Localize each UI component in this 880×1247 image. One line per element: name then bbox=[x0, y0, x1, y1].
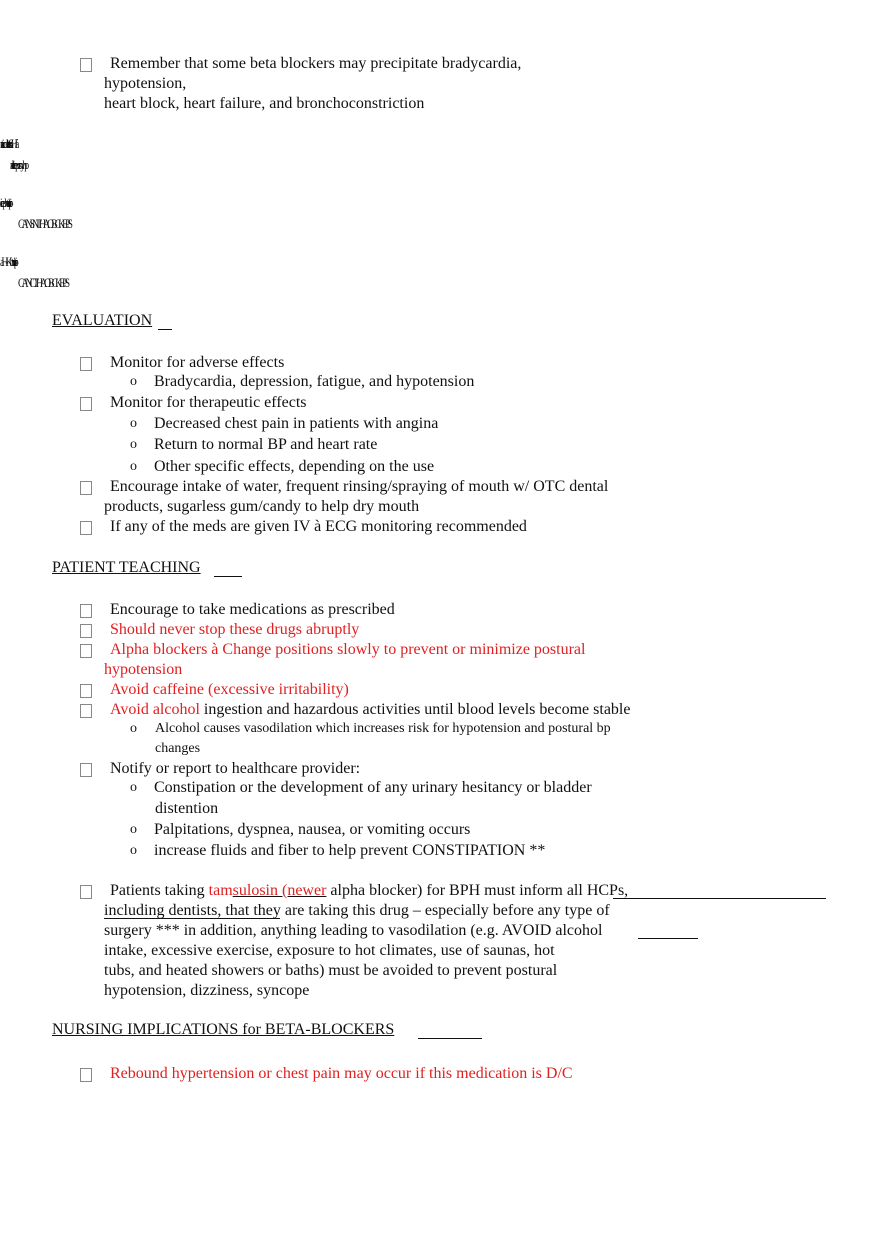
teaching-subitem-cont: distention bbox=[155, 800, 219, 817]
bullet-icon bbox=[80, 1068, 92, 1082]
teaching-subitem-cont: changes bbox=[155, 741, 201, 756]
nursing-heading: NURSING IMPLICATIONS for BETA-BLOCKERS bbox=[52, 1021, 395, 1038]
teaching-item-red: Avoid caffeine (excessive irritability) bbox=[110, 681, 349, 698]
bullet-icon bbox=[80, 481, 92, 495]
eval-subitem: Other specific effects, depending on the use bbox=[154, 458, 435, 475]
tams-post: alpha blocker) for BPH must inform all HCPs, bbox=[326, 882, 629, 899]
garbled-text: icephtvistcri tp- bbox=[0, 195, 11, 210]
tamsulosin-line5: tubs, and heated showers or baths) must be avoided to prevent postural bbox=[104, 962, 558, 979]
alcohol-rest: ingestion and hazardous activities until blood levels become stable bbox=[199, 701, 631, 718]
teaching-item-red: Alpha blockers à Change positions slowly to prevent or minimize postural bbox=[110, 641, 586, 658]
tams-underline bbox=[104, 918, 280, 919]
tams-red-1: tam bbox=[208, 882, 233, 899]
sub-bullet-icon: o bbox=[130, 416, 137, 431]
tamsulosin-line2: including dentists, that they are taking this drug – especially before any type of bbox=[104, 902, 610, 919]
eval-item-cont: products, sugarless gum/candy to help dry mouth bbox=[104, 498, 420, 515]
sub-bullet-icon: o bbox=[130, 374, 137, 389]
bullet-icon bbox=[80, 684, 92, 698]
tams-underline bbox=[638, 938, 698, 939]
garbled-text: CANSNTHAOBCKEPS bbox=[18, 216, 70, 231]
top-bullet-line3: heart block, heart failure, and bronchoconstriction bbox=[104, 95, 425, 112]
teaching-item: Notify or report to healthcare provider: bbox=[110, 760, 361, 777]
teaching-item-red: Should never stop these drugs abruptly bbox=[110, 621, 360, 638]
sub-bullet-icon: o bbox=[130, 437, 137, 452]
heading-underline bbox=[214, 576, 242, 577]
eval-subitem: Return to normal BP and heart rate bbox=[154, 436, 378, 453]
garbled-text: ni tacdeh t rcts StHfa bbox=[0, 136, 17, 151]
eval-subitem: Decreased chest pain in patients with angina bbox=[154, 415, 439, 432]
garbled-text: aH-Khtvistcri tp- bbox=[0, 254, 16, 269]
top-bullet-line2: hypotension, bbox=[104, 75, 187, 92]
eval-item: Encourage intake of water, frequent rinsing/spraying of mouth w/ OTC dental bbox=[110, 478, 609, 495]
sub-bullet-icon: o bbox=[130, 780, 137, 795]
eval-subitem: Bradycardia, depression, fatigue, and hypotension bbox=[154, 373, 475, 390]
teaching-item bbox=[110, 700, 630, 720]
heading-underline bbox=[418, 1038, 482, 1039]
bullet-icon bbox=[80, 521, 92, 535]
top-bullet-line1: Remember that some beta blockers may precipitate bradycardia, bbox=[110, 55, 522, 72]
bullet-icon bbox=[80, 397, 92, 411]
bullet-icon bbox=[80, 763, 92, 777]
teaching-subitem: Constipation or the development of any urinary hesitancy or bladder bbox=[154, 779, 592, 796]
eval-item: Monitor for therapeutic effects bbox=[110, 394, 307, 411]
bullet-icon bbox=[80, 644, 92, 658]
tams-red-3: (newer bbox=[278, 882, 327, 899]
teaching-subitem: Alcohol causes vasodilation which increases risk for hypotension and postural bp bbox=[155, 721, 611, 736]
bullet-icon bbox=[80, 885, 92, 899]
sub-bullet-icon: o bbox=[130, 822, 137, 837]
evaluation-heading: EVALUATION bbox=[52, 312, 153, 329]
teaching-heading: PATIENT TEACHING bbox=[52, 559, 201, 576]
eval-item: Monitor for adverse effects bbox=[110, 354, 285, 371]
tams-pre: Patients taking bbox=[110, 882, 209, 899]
tamsulosin-line4: intake, excessive exercise, exposure to hot climates, use of saunas, hot bbox=[104, 942, 555, 959]
tams-red-2: sulosin bbox=[232, 882, 278, 899]
garbled-text: ralcirtcrepcs nyhp bbox=[10, 157, 27, 172]
bullet-icon bbox=[80, 604, 92, 618]
garbled-text: CANCTHAOBCKEPS bbox=[18, 275, 68, 290]
eval-item: If any of the meds are given IV à ECG monitoring recommended bbox=[110, 518, 527, 535]
tamsulosin-line6: hypotension, dizziness, syncope bbox=[104, 982, 310, 999]
bullet-icon bbox=[80, 624, 92, 638]
teaching-item: Encourage to take medications as prescribed bbox=[110, 601, 395, 618]
tamsulosin-line1 bbox=[110, 881, 628, 901]
nursing-item-red: Rebound hypertension or chest pain may occur if this medication is D/C bbox=[110, 1065, 573, 1082]
teaching-subitem: increase fluids and fiber to help prevent CONSTIPATION ** bbox=[154, 842, 546, 859]
heading-underline bbox=[158, 329, 172, 330]
bullet-icon bbox=[80, 357, 92, 371]
teaching-item-red-cont: hypotension bbox=[104, 661, 183, 678]
teaching-subitem: Palpitations, dyspnea, nausea, or vomiting occurs bbox=[154, 821, 471, 838]
alcohol-red: Avoid alcohol bbox=[110, 701, 200, 718]
sub-bullet-icon: o bbox=[130, 843, 137, 858]
sub-bullet-icon: o bbox=[130, 459, 137, 474]
tamsulosin-line3: surgery *** in addition, anything leading to vasodilation (e.g. AVOID alcohol bbox=[104, 922, 603, 939]
bullet-icon bbox=[80, 58, 92, 72]
tams-underline bbox=[613, 898, 826, 899]
sub-bullet-icon: o bbox=[130, 721, 137, 736]
bullet-icon bbox=[80, 704, 92, 718]
